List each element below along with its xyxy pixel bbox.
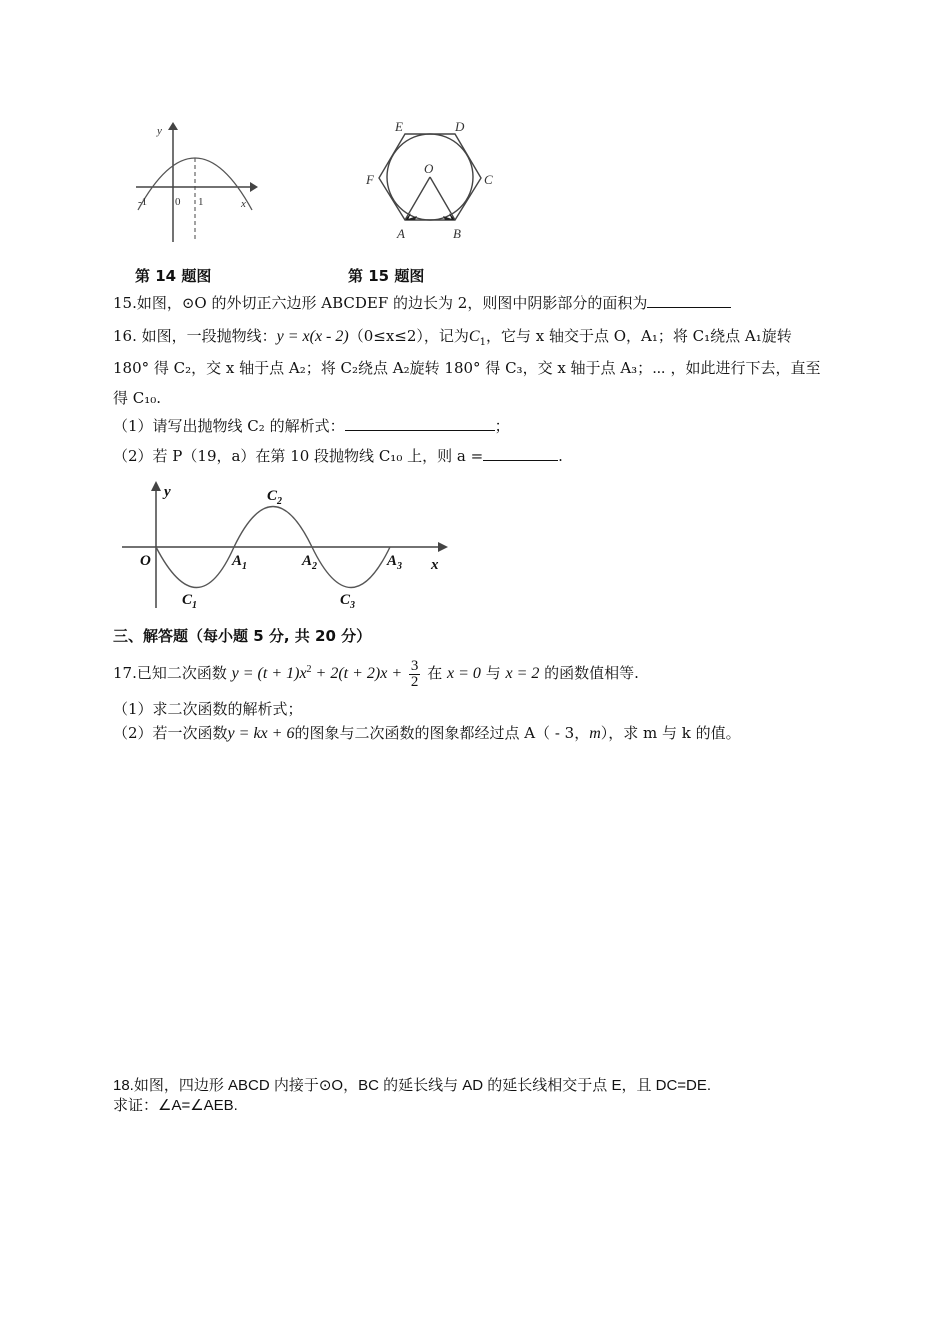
q15-answer-blank [647,293,731,308]
fig15-label-a: A [397,226,405,241]
q17-sub2-pre: （2）若一次函数 [113,724,228,742]
fig16-origin: O [140,553,151,569]
q16-sub1-blank [345,416,495,431]
question-15 [113,293,731,313]
q15-text: 15.如图，⊙O 的外切正六边形 ABCDEF 的边长为 2，则图中阴影部分的面积为 [113,294,648,312]
q16-sub1-end: ； [494,417,510,435]
q17-sub2-mid: 的图象与二次函数的图象都经过点 A（ - 3， [294,724,590,742]
q17-formula-b: + 2(t + 2)x + [311,665,403,682]
fig14-tick-0: 0 [175,196,181,208]
fig14-axis-x: x [241,198,246,210]
section-3-title: 三、解答题（每小题 5 分, 共 20 分） [113,627,372,645]
fig16-label-c2: $C_2$ [267,488,283,507]
q17-fraction [409,659,421,690]
figure-15-hexagon [360,116,500,244]
q17-sub2-formula: y = kx + 6 [227,725,295,742]
fig15-label-e: E [395,119,403,134]
question-16-line2: 180° 得 C₂，交 x 轴于点 A₂；将 C₂绕点 A₂旋转 180° 得 C₃，交 x 轴于点 A₃；⋯ ，如此进行下去，直至 [113,359,821,377]
fig16-label-a2: $A_2$ [302,553,318,572]
figure-14-caption: 第 14 题图 [135,267,212,285]
question-16-line1 [113,326,792,353]
q16-c1: C [468,328,480,345]
fig15-label-f: F [366,172,374,187]
question-16-sub2 [113,446,563,466]
q17-mid1: 在 [427,664,443,682]
fig14-tick-neg1: -1 [138,196,148,208]
q17-x2: x = 2 [505,665,540,682]
fig16-label-a1: $A_1$ [232,553,248,572]
q16-sub2-blank [483,446,558,461]
q17-x0: x = 0 [447,665,481,682]
q16-sub2-end: . [558,447,563,465]
q17-mid2: 与 [485,664,501,682]
fig16-axis-x: x [431,557,439,573]
question-17-line1 [113,657,639,690]
figure-14-graph [130,118,260,250]
q17-formula-a: y = (t + 1)x [231,665,307,682]
fig15-label-b: B [453,226,461,241]
fig16-label-a3: $A_3$ [387,553,403,572]
q16-c1-sub: 1 [479,337,486,348]
q17-post: 的函数值相等. [544,664,639,682]
q16-line1-pre: 16. 如图，一段抛物线： [113,327,277,345]
q16-sub2-text: （2）若 P（19，a）在第 10 段抛物线 C₁₀ 上，则 a = [113,447,484,465]
q17-frac-den: 2 [410,673,419,690]
q16-formula: y = x(x - 2) [276,328,349,345]
q16-sub1-text: （1）请写出抛物线 C₂ 的解析式： [113,417,345,435]
question-17-sub2 [113,723,741,744]
q16-line1-post: ，它与 x 轴交于点 O，A₁；将 C₁绕点 A₁旋转 [485,327,792,345]
fig15-label-d: D [455,119,465,134]
fig16-label-c1: $C_1$ [182,592,198,611]
fig14-tick-1: 1 [198,196,204,208]
figure-16-parabolas [118,478,458,614]
fig16-axis-y: y [164,484,171,500]
fig14-axis-y: y [157,125,162,137]
question-17-sub1: （1）求二次函数的解析式； [113,700,303,718]
q17-sub2-post: ），求 m 与 k 的值。 [600,724,741,742]
q16-line1-mid: （0≤x≤2），记为 [348,327,469,345]
fig15-label-c: C [484,172,493,187]
question-16-sub1 [113,416,510,436]
q17-frac-num: 3 [410,657,419,674]
fig16-label-c3: $C_3$ [340,592,356,611]
q17-pre: 17.已知二次函数 [113,664,227,682]
q17-sub2-m: m [589,725,601,742]
figure-15-caption: 第 15 题图 [348,267,425,285]
question-16-line3: 得 C₁₀. [113,389,162,407]
question-18-line2: 求证：∠A=∠AEB. [113,1097,238,1114]
q17-sup: 2 [306,664,312,675]
fig15-label-o: O [424,161,434,176]
question-18-line1: 18.如图，四边形 ABCD 内接于⊙O，BC 的延长线与 AD 的延长线相交于点 E，且 DC=DE. [113,1077,712,1094]
